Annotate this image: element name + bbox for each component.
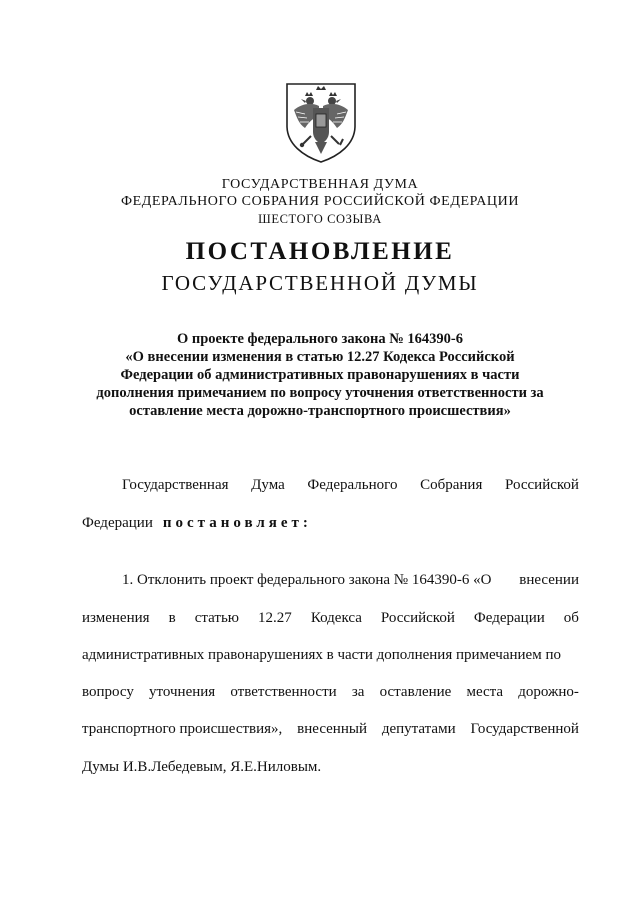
word: депутатами bbox=[381, 721, 456, 737]
word: изменения bbox=[82, 610, 150, 626]
header-line-federal-assembly: ФЕДЕРАЛЬНОГО СОБРАНИЯ РОССИЙСКОЙ ФЕДЕРАЦИИ bbox=[120, 194, 520, 209]
resolution-subject bbox=[60, 330, 580, 420]
subject-line: Федерации об административных правонарушениях в части bbox=[120, 367, 520, 383]
word: места bbox=[466, 684, 504, 700]
decree-word: постановляет: bbox=[162, 515, 312, 531]
item-line: Думы И.В.Лебедевым, Я.Е.Ниловым. bbox=[82, 759, 322, 775]
word: за bbox=[351, 684, 365, 700]
word: дорожно- bbox=[518, 684, 579, 700]
double-headed-eagle-icon bbox=[283, 80, 359, 164]
document-subtitle: ГОСУДАРСТВЕННОЙ ДУМЫ bbox=[161, 271, 479, 295]
word: оставление bbox=[379, 684, 452, 700]
word: Федерального bbox=[307, 477, 398, 493]
document-title: ПОСТАНОВЛЕНИЕ bbox=[185, 238, 455, 265]
coat-of-arms-emblem bbox=[283, 80, 359, 164]
word: внесенный bbox=[297, 721, 367, 737]
word: Российской bbox=[505, 477, 579, 493]
preamble-line bbox=[122, 476, 579, 494]
header-line-duma: ГОСУДАРСТВЕННАЯ ДУМА bbox=[221, 177, 419, 192]
text-run: 1. Отклонить проект федерального закона № 164390-6 «О bbox=[122, 572, 492, 588]
word: ответственности bbox=[230, 684, 337, 700]
word: Государственная bbox=[122, 477, 229, 493]
item-line bbox=[82, 646, 579, 664]
word: Дума bbox=[251, 477, 285, 493]
item-line bbox=[82, 720, 579, 738]
subject-line: «О внесении изменения в статью 12.27 Кодекса Российской bbox=[125, 349, 515, 365]
header-line-convocation: ШЕСТОГО СОЗЫВА bbox=[258, 212, 382, 226]
text-run: транспортного происшествия», bbox=[82, 721, 283, 737]
word: Российской bbox=[380, 610, 455, 626]
subject-line: оставление места дорожно-транспортного происшествия» bbox=[129, 403, 511, 419]
word: Собрания bbox=[420, 477, 483, 493]
text-run: административных правонарушениях в части дополнения примечанием по bbox=[82, 647, 561, 663]
word: об bbox=[563, 610, 579, 626]
word: Государственной bbox=[470, 721, 579, 737]
word: 12.27 bbox=[258, 610, 292, 626]
word: Федерации bbox=[82, 515, 153, 531]
text-run: внесении bbox=[519, 572, 579, 588]
word: Кодекса bbox=[310, 610, 362, 626]
item-line bbox=[82, 683, 579, 701]
word: вопросу bbox=[82, 684, 134, 700]
item-line bbox=[82, 609, 579, 627]
subject-line: О проекте федерального закона № 164390-6 bbox=[176, 331, 464, 347]
word: Федерации bbox=[473, 610, 545, 626]
item-line bbox=[122, 571, 579, 589]
word: в bbox=[168, 610, 176, 626]
word: статью bbox=[194, 610, 239, 626]
preamble-line bbox=[82, 514, 579, 532]
word: уточнения bbox=[149, 684, 216, 700]
subject-line: дополнения примечанием по вопросу уточнения ответственности за bbox=[96, 385, 544, 401]
